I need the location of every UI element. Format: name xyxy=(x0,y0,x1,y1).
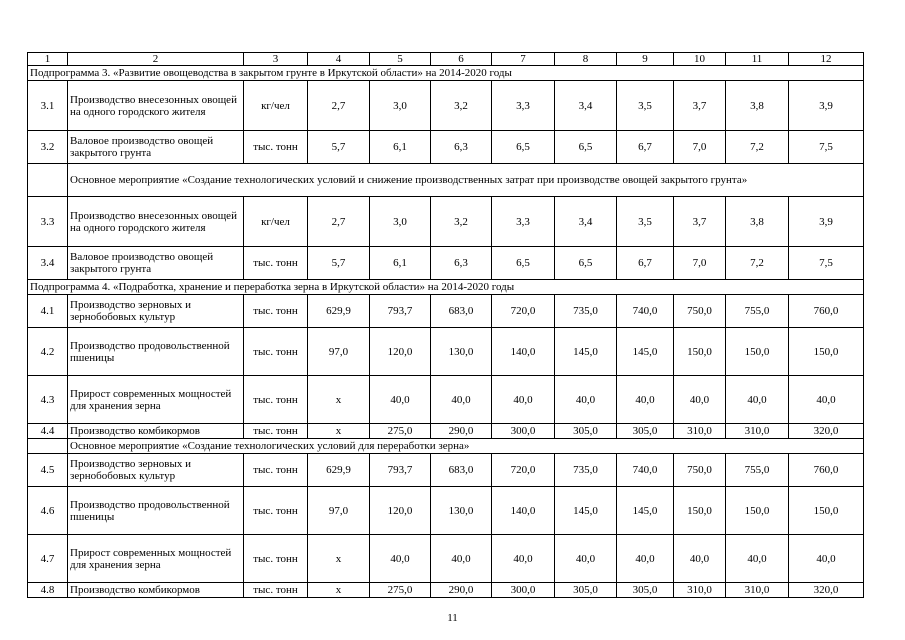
value-cell: 3,4 xyxy=(555,81,617,131)
value-cell: 97,0 xyxy=(308,328,370,376)
value-cell: 740,0 xyxy=(617,454,674,487)
header-cell: 12 xyxy=(789,53,864,66)
value-cell: 7,2 xyxy=(726,131,789,164)
value-cell: 3,4 xyxy=(555,197,617,247)
table-row xyxy=(28,376,864,424)
indicator-name: Валовое производство овощей закрытого грунта xyxy=(68,131,244,164)
value-cell: 760,0 xyxy=(789,295,864,328)
value-cell: 3,7 xyxy=(674,81,726,131)
indicator-name: Производство продовольственной пшеницы xyxy=(68,487,244,535)
header-cell: 4 xyxy=(308,53,370,66)
indicator-name: Производство комбикормов xyxy=(68,424,244,439)
value-cell: 305,0 xyxy=(617,424,674,439)
value-cell: 793,7 xyxy=(370,295,431,328)
value-cell: 3,2 xyxy=(431,197,492,247)
page-number: 11 xyxy=(447,612,458,624)
header-cell: 8 xyxy=(555,53,617,66)
value-cell: 735,0 xyxy=(555,295,617,328)
value-cell: 793,7 xyxy=(370,454,431,487)
header-cell: 2 xyxy=(68,53,244,66)
table-row xyxy=(28,583,864,598)
value-cell: 97,0 xyxy=(308,487,370,535)
indicator-name: Прирост современных мощностей для хранения зерна xyxy=(68,535,244,583)
value-cell: 300,0 xyxy=(492,583,555,598)
value-cell: 6,3 xyxy=(431,247,492,280)
indicators-table xyxy=(27,52,864,598)
table-row xyxy=(28,328,864,376)
unit-cell: тыс. тонн xyxy=(244,454,308,487)
value-cell: 5,7 xyxy=(308,131,370,164)
value-cell: 145,0 xyxy=(617,328,674,376)
value-cell: 3,5 xyxy=(617,197,674,247)
value-cell: 7,0 xyxy=(674,247,726,280)
value-cell: 740,0 xyxy=(617,295,674,328)
value-cell: 40,0 xyxy=(674,535,726,583)
value-cell: 3,0 xyxy=(370,81,431,131)
row-number: 3.4 xyxy=(28,247,68,280)
value-cell: 629,9 xyxy=(308,454,370,487)
value-cell: 150,0 xyxy=(789,487,864,535)
header-cell: 6 xyxy=(431,53,492,66)
value-cell: х xyxy=(308,583,370,598)
value-cell: 305,0 xyxy=(555,583,617,598)
value-cell: 140,0 xyxy=(492,328,555,376)
value-cell: 130,0 xyxy=(431,487,492,535)
table-row xyxy=(28,197,864,247)
unit-cell: тыс. тонн xyxy=(244,131,308,164)
value-cell: 6,5 xyxy=(555,247,617,280)
table-row xyxy=(28,535,864,583)
value-cell: 40,0 xyxy=(492,376,555,424)
row-number: 4.3 xyxy=(28,376,68,424)
value-cell: 150,0 xyxy=(789,328,864,376)
indicator-name: Производство продовольственной пшеницы xyxy=(68,328,244,376)
value-cell: 3,9 xyxy=(789,81,864,131)
value-cell: 3,5 xyxy=(617,81,674,131)
value-cell: 40,0 xyxy=(726,376,789,424)
value-cell: 120,0 xyxy=(370,328,431,376)
value-cell: 150,0 xyxy=(726,328,789,376)
section-row xyxy=(28,164,864,197)
value-cell: 150,0 xyxy=(674,487,726,535)
unit-cell: тыс. тонн xyxy=(244,376,308,424)
section-title: Подпрограмма 3. «Развитие овощеводства в закрытом грунте в Иркутской области» на 2014-2020 годы xyxy=(28,66,864,81)
value-cell: 40,0 xyxy=(431,376,492,424)
row-number: 4.4 xyxy=(28,424,68,439)
value-cell: 7,5 xyxy=(789,131,864,164)
value-cell: 320,0 xyxy=(789,424,864,439)
row-number: 4.8 xyxy=(28,583,68,598)
table-row xyxy=(28,81,864,131)
value-cell: 3,9 xyxy=(789,197,864,247)
value-cell: 290,0 xyxy=(431,424,492,439)
value-cell: 310,0 xyxy=(726,424,789,439)
row-number: 4.2 xyxy=(28,328,68,376)
value-cell: 40,0 xyxy=(726,535,789,583)
value-cell: 735,0 xyxy=(555,454,617,487)
value-cell: 6,5 xyxy=(492,131,555,164)
row-number: 4.5 xyxy=(28,454,68,487)
value-cell: 310,0 xyxy=(674,424,726,439)
section-title: Подпрограмма 4. «Подработка, хранение и переработка зерна в Иркутской области» на 2014-2020 годы xyxy=(28,280,864,295)
value-cell: 6,1 xyxy=(370,131,431,164)
value-cell: 7,2 xyxy=(726,247,789,280)
value-cell: 6,1 xyxy=(370,247,431,280)
value-cell: 305,0 xyxy=(617,583,674,598)
table-row xyxy=(28,424,864,439)
value-cell: 130,0 xyxy=(431,328,492,376)
unit-cell: тыс. тонн xyxy=(244,295,308,328)
header-cell: 3 xyxy=(244,53,308,66)
value-cell: 40,0 xyxy=(555,376,617,424)
section-row xyxy=(28,439,864,454)
section-title: Основное мероприятие «Создание технологических условий и снижение производственных затрат при производстве овощей закрытого грунта» xyxy=(68,164,864,197)
header-cell: 9 xyxy=(617,53,674,66)
value-cell: 683,0 xyxy=(431,454,492,487)
section-row xyxy=(28,280,864,295)
value-cell: 3,2 xyxy=(431,81,492,131)
indicator-name: Производство комбикормов xyxy=(68,583,244,598)
value-cell: 720,0 xyxy=(492,295,555,328)
row-number: 4.1 xyxy=(28,295,68,328)
value-cell: х xyxy=(308,376,370,424)
value-cell: 145,0 xyxy=(555,328,617,376)
value-cell: 40,0 xyxy=(431,535,492,583)
value-cell: 3,0 xyxy=(370,197,431,247)
unit-cell: кг/чел xyxy=(244,197,308,247)
value-cell: 755,0 xyxy=(726,295,789,328)
header-cell: 1 xyxy=(28,53,68,66)
value-cell: 3,3 xyxy=(492,197,555,247)
value-cell: 275,0 xyxy=(370,583,431,598)
row-number: 3.3 xyxy=(28,197,68,247)
value-cell: 3,8 xyxy=(726,81,789,131)
section-number-cell xyxy=(28,164,68,197)
value-cell: 300,0 xyxy=(492,424,555,439)
value-cell: 150,0 xyxy=(674,328,726,376)
value-cell: 150,0 xyxy=(726,487,789,535)
value-cell: 3,8 xyxy=(726,197,789,247)
section-title: Основное мероприятие «Создание технологических условий для переработки зерна» xyxy=(68,439,864,454)
table-row xyxy=(28,487,864,535)
value-cell: 6,5 xyxy=(555,131,617,164)
table-row xyxy=(28,247,864,280)
indicator-name: Валовое производство овощей закрытого грунта xyxy=(68,247,244,280)
unit-cell: тыс. тонн xyxy=(244,247,308,280)
indicator-name: Прирост современных мощностей для хранения зерна xyxy=(68,376,244,424)
value-cell: 755,0 xyxy=(726,454,789,487)
value-cell: 750,0 xyxy=(674,454,726,487)
indicator-name: Производство внесезонных овощей на одного городского жителя xyxy=(68,81,244,131)
value-cell: 40,0 xyxy=(617,376,674,424)
indicator-name: Производство внесезонных овощей на одного городского жителя xyxy=(68,197,244,247)
value-cell: 750,0 xyxy=(674,295,726,328)
value-cell: 6,7 xyxy=(617,131,674,164)
value-cell: 5,7 xyxy=(308,247,370,280)
value-cell: 40,0 xyxy=(789,376,864,424)
value-cell: 3,7 xyxy=(674,197,726,247)
value-cell: 3,3 xyxy=(492,81,555,131)
value-cell: 2,7 xyxy=(308,81,370,131)
indicator-name: Производство зерновых и зернобобовых культур xyxy=(68,454,244,487)
value-cell: 6,3 xyxy=(431,131,492,164)
header-cell: 10 xyxy=(674,53,726,66)
unit-cell: тыс. тонн xyxy=(244,487,308,535)
value-cell: 305,0 xyxy=(555,424,617,439)
value-cell: 120,0 xyxy=(370,487,431,535)
value-cell: х xyxy=(308,424,370,439)
row-number: 3.2 xyxy=(28,131,68,164)
value-cell: 40,0 xyxy=(370,535,431,583)
unit-cell: тыс. тонн xyxy=(244,328,308,376)
value-cell: 140,0 xyxy=(492,487,555,535)
unit-cell: тыс. тонн xyxy=(244,424,308,439)
value-cell: 290,0 xyxy=(431,583,492,598)
unit-cell: тыс. тонн xyxy=(244,583,308,598)
value-cell: 7,0 xyxy=(674,131,726,164)
header-cell: 11 xyxy=(726,53,789,66)
value-cell: 683,0 xyxy=(431,295,492,328)
value-cell: 40,0 xyxy=(370,376,431,424)
header-cell: 5 xyxy=(370,53,431,66)
row-number: 4.6 xyxy=(28,487,68,535)
value-cell: 720,0 xyxy=(492,454,555,487)
value-cell: 145,0 xyxy=(555,487,617,535)
value-cell: 310,0 xyxy=(726,583,789,598)
unit-cell: тыс. тонн xyxy=(244,535,308,583)
value-cell: х xyxy=(308,535,370,583)
value-cell: 6,7 xyxy=(617,247,674,280)
value-cell: 760,0 xyxy=(789,454,864,487)
table-row xyxy=(28,131,864,164)
value-cell: 40,0 xyxy=(617,535,674,583)
value-cell: 7,5 xyxy=(789,247,864,280)
value-cell: 310,0 xyxy=(674,583,726,598)
table-row xyxy=(28,295,864,328)
indicator-name: Производство зерновых и зернобобовых культур xyxy=(68,295,244,328)
row-number: 4.7 xyxy=(28,535,68,583)
value-cell: 145,0 xyxy=(617,487,674,535)
header-cell: 7 xyxy=(492,53,555,66)
value-cell: 629,9 xyxy=(308,295,370,328)
row-number: 3.1 xyxy=(28,81,68,131)
value-cell: 6,5 xyxy=(492,247,555,280)
table-row xyxy=(28,454,864,487)
value-cell: 2,7 xyxy=(308,197,370,247)
section-row xyxy=(28,66,864,81)
value-cell: 40,0 xyxy=(674,376,726,424)
section-number-cell xyxy=(28,439,68,454)
unit-cell: кг/чел xyxy=(244,81,308,131)
value-cell: 320,0 xyxy=(789,583,864,598)
value-cell: 275,0 xyxy=(370,424,431,439)
value-cell: 40,0 xyxy=(789,535,864,583)
value-cell: 40,0 xyxy=(492,535,555,583)
header-row xyxy=(28,53,864,66)
value-cell: 40,0 xyxy=(555,535,617,583)
